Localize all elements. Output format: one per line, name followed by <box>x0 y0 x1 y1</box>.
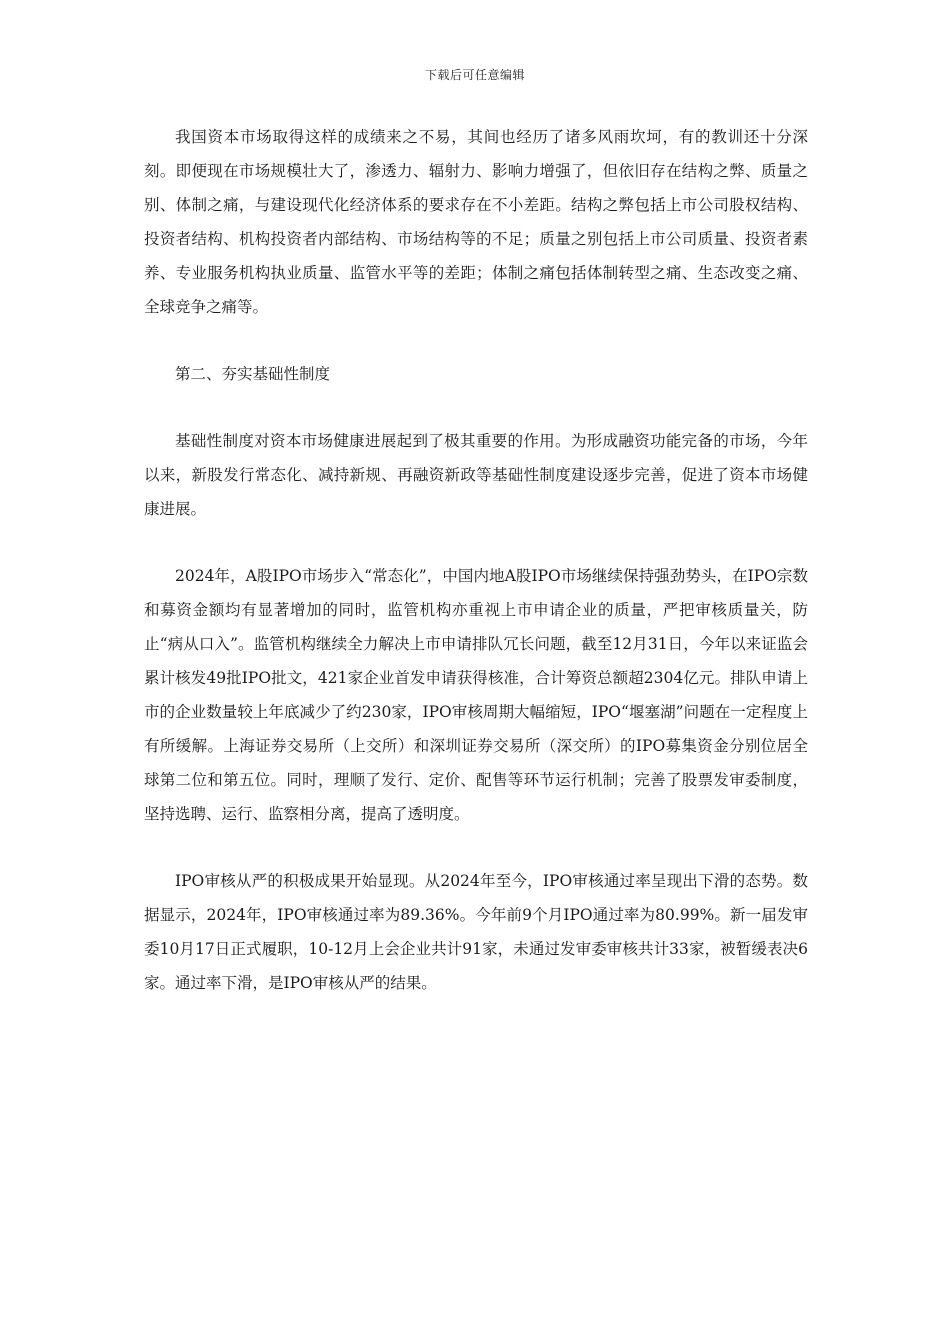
page-header: 下载后可任意编辑 <box>424 68 525 82</box>
paragraph-ipo-review-results: IPO审核从严的积极成果开始显现。从2024年至今，IPO审核通过率呈现出下滑的态势。数据显示，2024年，IPO审核通过率为89.36%。今年前9个月IPO通过率为80.99%。新一届发审委10月17日正式履职，10-12月上会企业共计91家，未通过发审委审核共计33家，被暂缓表决6家。通过率下滑，是IPO审核从严的结果。 <box>144 872 808 992</box>
paragraph-ipo-market-2024: 2024年，A股IPO市场步入“常态化”，中国内地A股IPO市场继续保持强劲势头，在IPO宗数和募资金额均有显著增加的同时，监管机构亦重视上市申请企业的质量，严把审核质量关，防止“病从口入”。监管机构继续全力解决上市申请排队冗长问题，截至12月31日，今年以来证监会累计核发49批IPO批文，421家企业首发申请获得核准，合计筹资总额超2304亿元。排队申请上市的企业数量较上年底减少了约230家，IPO审核周期大幅缩短，IPO“堰塞湖”问题在一定程度上有所缓解。上海证券交易所（上交所）和深圳证券交易所（深交所）的IPO募集资金分别位居全球第二位和第五位。同时，理顺了发行、定价、配售等环节运行机制；完善了股票发审委制度，坚持选聘、运行、监察相分离，提高了透明度。 <box>144 567 808 823</box>
section-heading-foundational-systems: 第二、夯实基础性制度 <box>175 365 331 383</box>
paragraph-foundational-systems: 基础性制度对资本市场健康进展起到了极其重要的作用。为形成融资功能完备的市场，今年以来，新股发行常态化、减持新规、再融资新政等基础性制度建设逐步完善，促进了资本市场健康进展。 <box>144 432 808 518</box>
paragraph-capital-market-achievements: 我国资本市场取得这样的成绩来之不易，其间也经历了诸多风雨坎坷，有的教训还十分深刻。即便现在市场规模壮大了，渗透力、辐射力、影响力增强了，但依旧存在结构之弊、质量之别、体制之痛，与建设现代化经济体系的要求存在不小差距。结构之弊包括上市公司股权结构、投资者结构、机构投资者内部结构、市场结构等的不足；质量之别包括上市公司质量、投资者素养、专业服务机构执业质量、监管水平等的差距；体制之痛包括体制转型之痛、生态改变之痛、全球竞争之痛等。 <box>144 128 808 316</box>
document-body <box>144 120 808 1033</box>
